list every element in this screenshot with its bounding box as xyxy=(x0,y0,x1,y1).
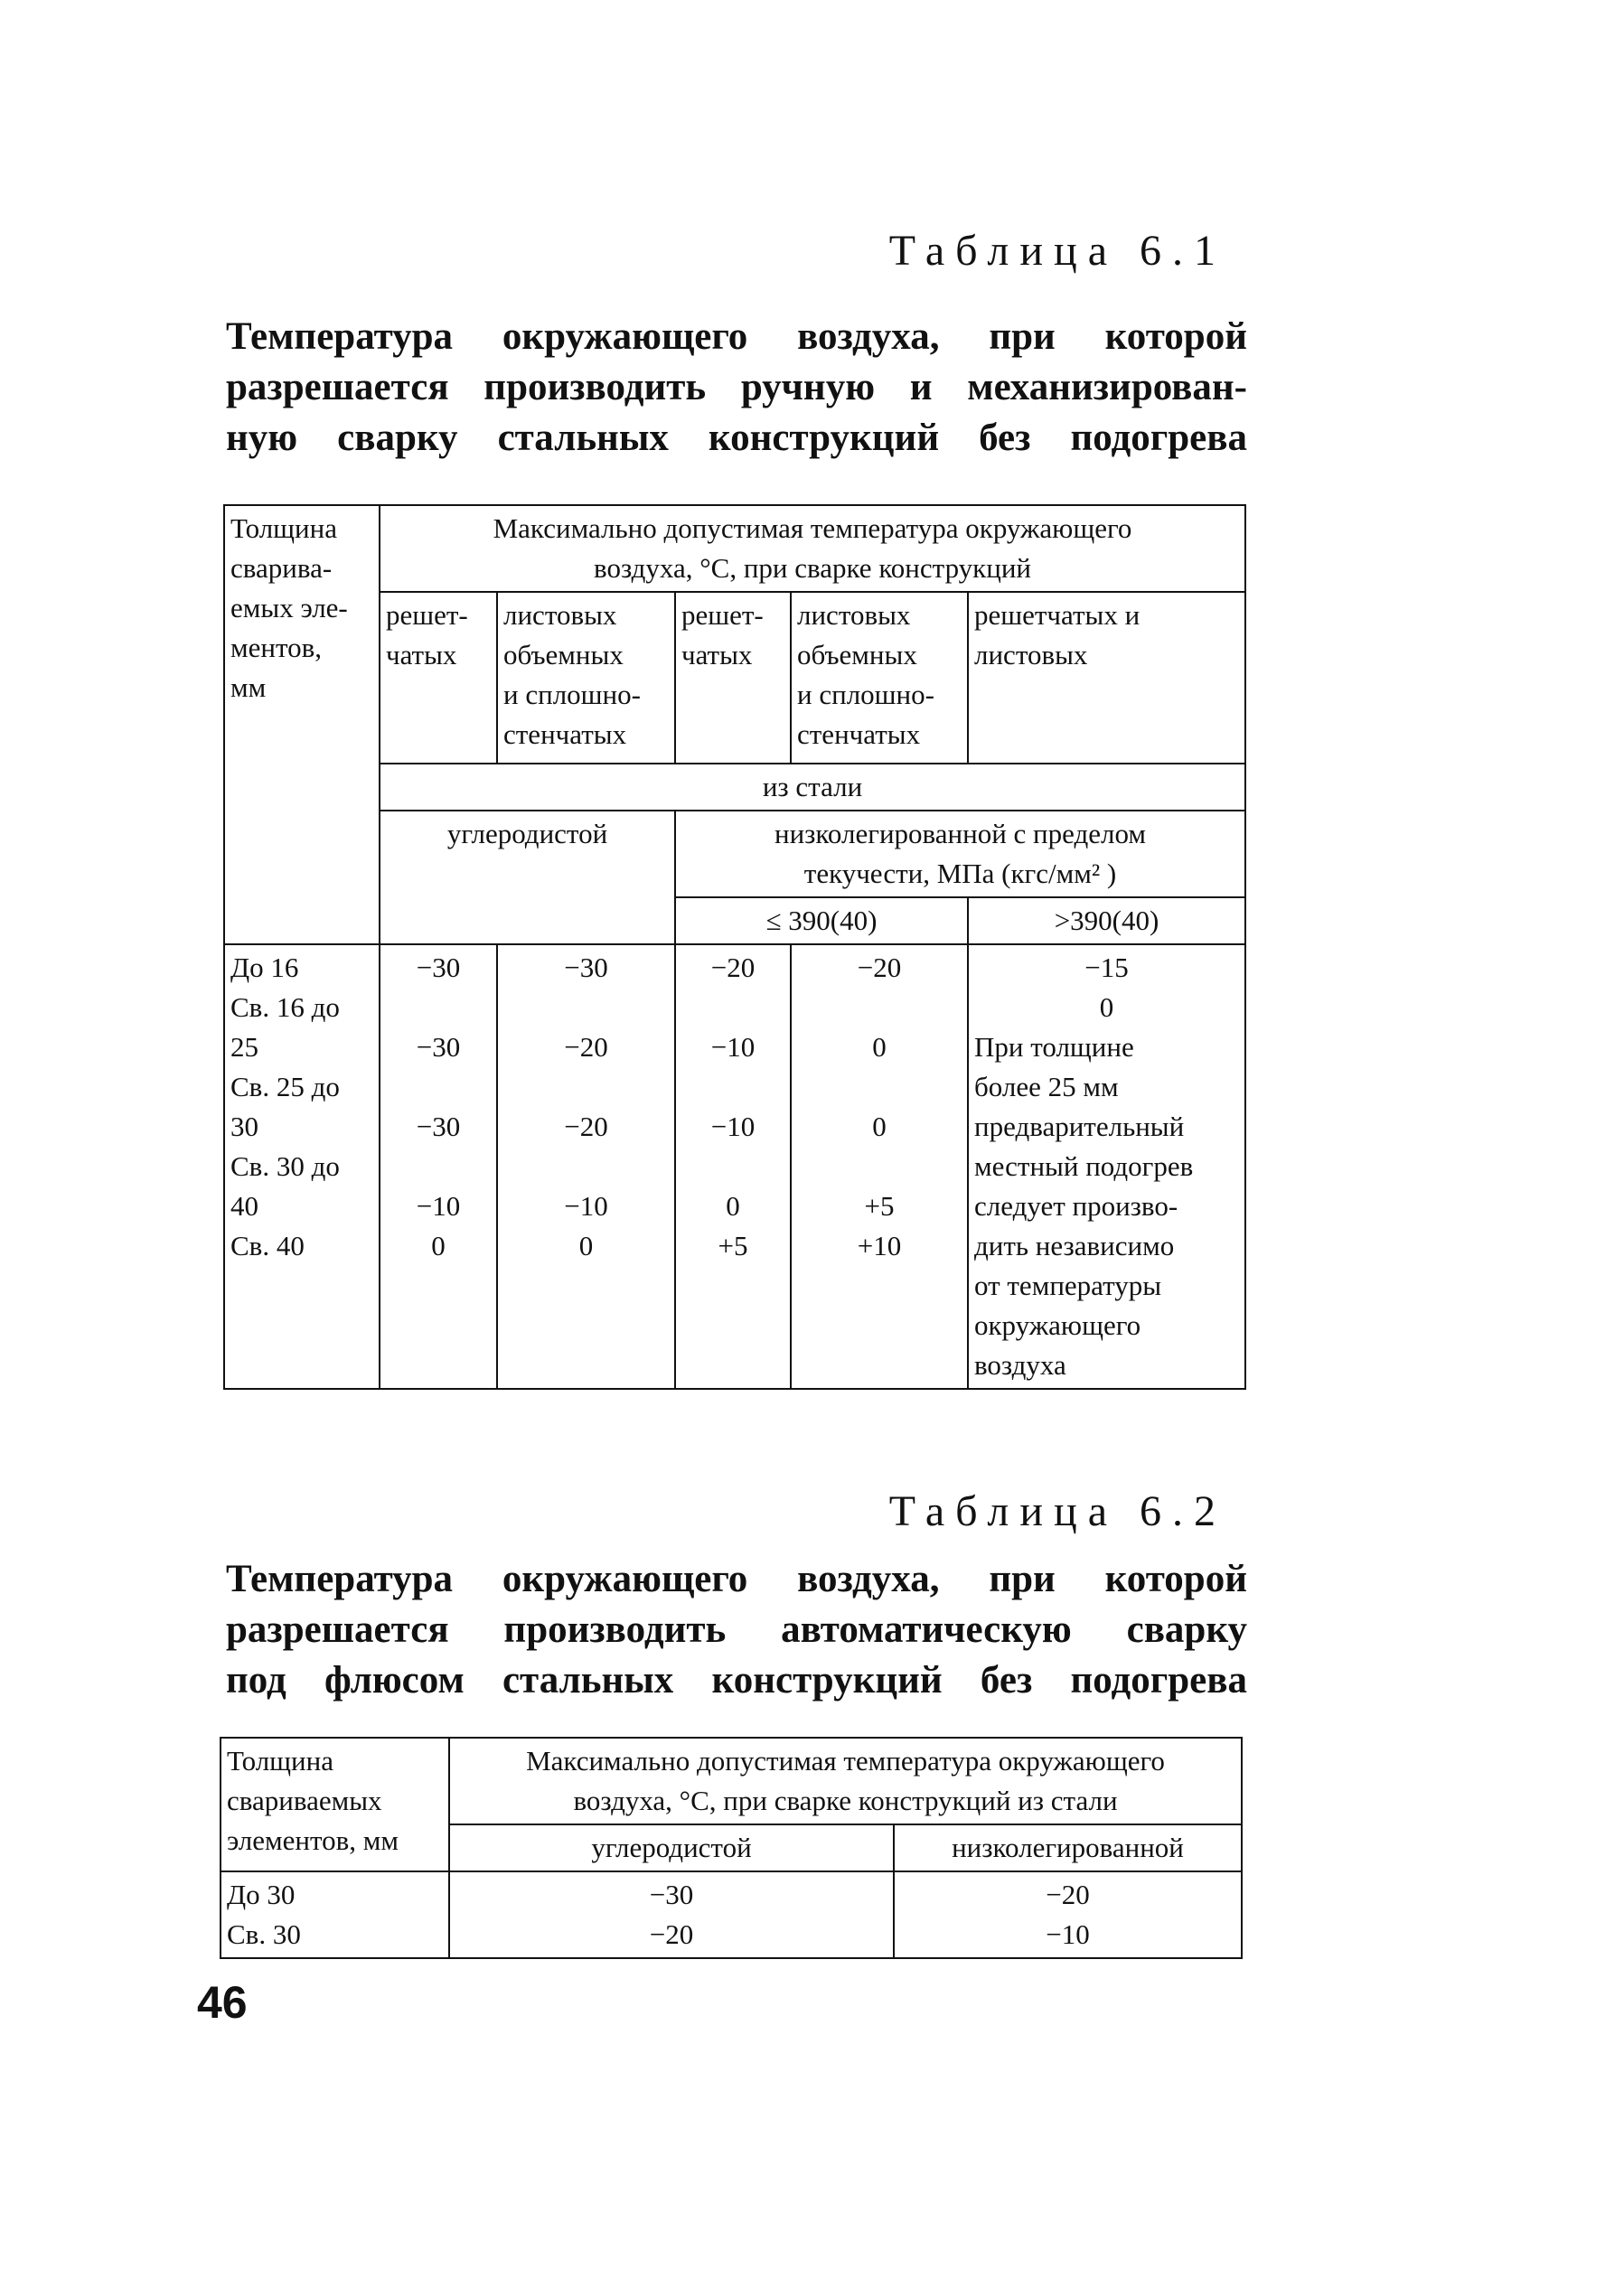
col-all-high-strength-header: решетчатых и листовых xyxy=(968,592,1245,764)
col-lattice-lowalloy-header: решет- чатых xyxy=(675,592,791,764)
yield-gt-390-header: >390(40) xyxy=(968,897,1245,944)
lowalloy-steel-header: низколегированной xyxy=(894,1824,1242,1871)
lowalloy-steel-header: низколегированной с пределом текучести, МПа (кгс/мм² ) xyxy=(675,811,1245,897)
values-col-2: −30 −20 −20 −10 0 xyxy=(497,944,675,1389)
max-temperature-header: Максимально допустимая температура окружающего воздуха, °С, при сварке конструкций xyxy=(380,505,1245,592)
yield-le-390-header: ≤ 390(40) xyxy=(675,897,968,944)
carbon-values: −30 −20 xyxy=(449,1871,894,1958)
temperature-table-6-2 xyxy=(220,1737,1243,1959)
carbon-steel-header: углеродистой xyxy=(380,811,675,944)
thickness-column: До 30 Св. 30 xyxy=(221,1871,449,1958)
values-col-1: −30 −30 −30 −10 0 xyxy=(380,944,497,1389)
col-sheet-lowalloy-header: листовых объемных и сплошно- стенчатых xyxy=(791,592,968,764)
values-col-5: −15 0 При толщине более 25 мм предварительный местный подогрев следует произво- дить независимо от температуры окружающего воздуха xyxy=(968,944,1245,1389)
title-line: Температура окружающего воздуха, при которой xyxy=(226,315,1247,358)
thickness-header: Толщина свариваемых элементов, мм xyxy=(221,1738,449,1871)
table-title xyxy=(226,312,1247,464)
table-label: Таблица 6.1 xyxy=(888,227,1226,275)
col-sheet-carbon-header: листовых объемных и сплошно- стенчатых xyxy=(497,592,675,764)
lowalloy-values: −20 −10 xyxy=(894,1871,1242,1958)
page-number: 46 xyxy=(197,1977,248,2028)
title-line: Температура окружающего воздуха, при которой xyxy=(226,1558,1247,1600)
table-label: Таблица 6.2 xyxy=(888,1487,1226,1535)
steel-header: из стали xyxy=(380,764,1245,811)
values-col-3: −20 −10 −10 0 +5 xyxy=(675,944,791,1389)
title-line: под флюсом стальных конструкций без подогрева xyxy=(226,1659,1247,1702)
thickness-header: Толщина сварива- емых эле- ментов, мм xyxy=(224,505,380,944)
temperature-table-6-1 xyxy=(223,504,1246,1390)
thickness-column: До 16 Св. 16 до 25 Св. 25 до 30 Св. 30 до 40 Св. 40 xyxy=(224,944,380,1389)
table-title xyxy=(226,1554,1247,1706)
title-line: ную сварку стальных конструкций без подогрева xyxy=(226,417,1247,459)
max-temperature-header: Максимально допустимая температура окружающего воздуха, °С, при сварке конструкций из стали xyxy=(449,1738,1242,1824)
title-line: разрешается производить автоматическую сварку xyxy=(226,1608,1247,1651)
carbon-steel-header: углеродистой xyxy=(449,1824,894,1871)
values-col-4: −20 0 0 +5 +10 xyxy=(791,944,968,1389)
title-line: разрешается производить ручную и механизирован- xyxy=(226,366,1247,408)
col-lattice-carbon-header: решет- чатых xyxy=(380,592,497,764)
